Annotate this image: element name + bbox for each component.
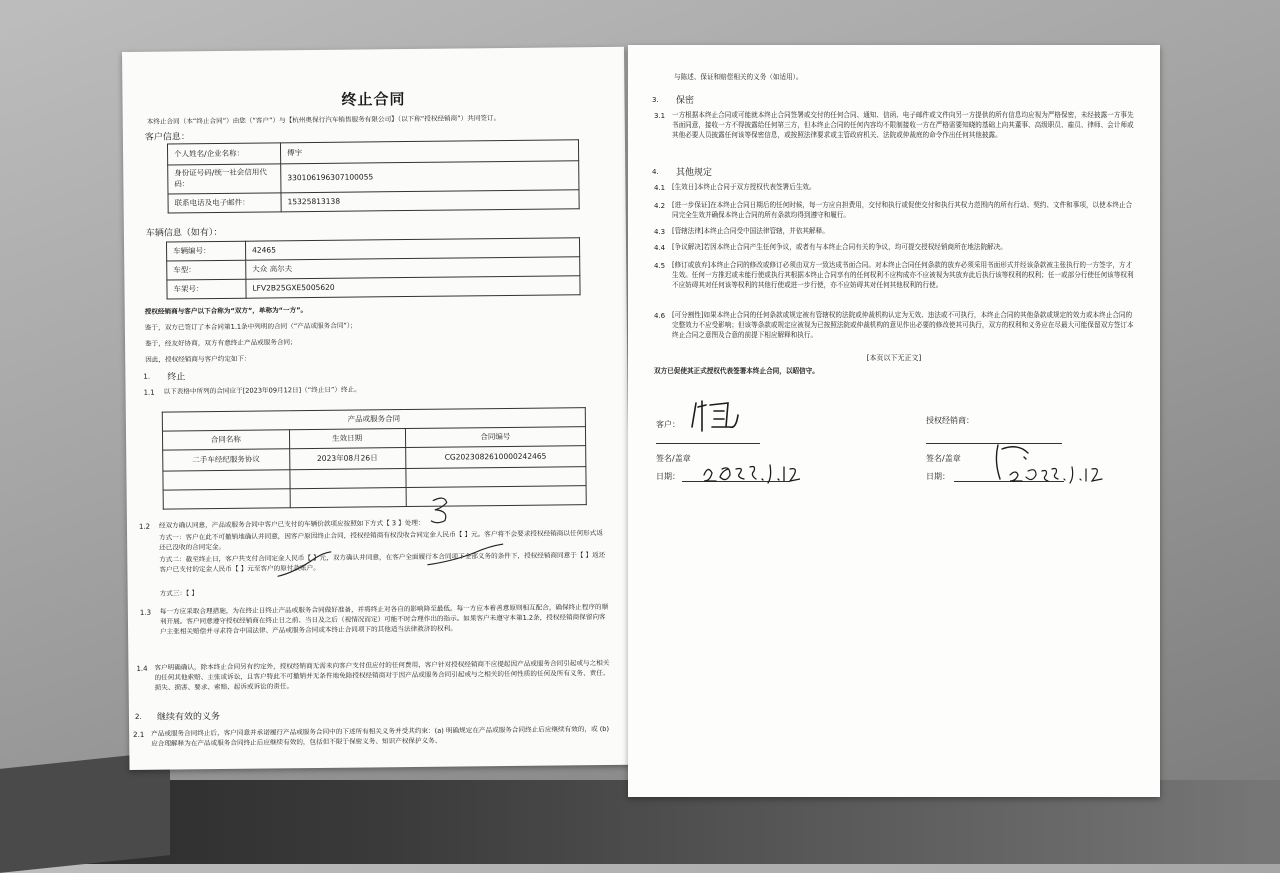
- customer-sign-seal-label: 签名/盖章: [656, 454, 691, 463]
- clause-4-4-text: [争议解决]若因本终止合同产生任何争议，或者有与本终止合同有关的争议，均可提交授权经销商所在地法院解决。: [672, 243, 1007, 251]
- table-cell: [163, 470, 290, 490]
- vehicle-number-value: 42465: [245, 238, 579, 260]
- table-cell: [290, 469, 406, 489]
- cell-effective-date: 2023年08月26日: [289, 448, 405, 470]
- section-3-title: 保密: [676, 96, 695, 106]
- clause-1-1-text: 以下表格中所列的合同应于[2023年09月12日]（“终止日”）终止。: [163, 385, 361, 396]
- table-cell: [163, 489, 290, 509]
- clause-4-2-text: [进一步保证]在本终止合同日期后的任何时候，每一方应自担费用，交付和执行或促使交付和执行其权力范围内的所有行动、契约、文件和事项，以使本终止合同完全生效并确保本终止合同的所有条款均得到遵守和履行。: [672, 201, 1133, 219]
- cell-contract-number: CG2023082610000242465: [405, 446, 586, 469]
- strike-mark: [275, 550, 335, 581]
- clause-1-2-line-1: 经双方确认同意，产品或服务合同中客户已支付的车辆价款项应按照如下方式【 3 】处理：: [158, 518, 425, 530]
- intro-text: 本终止合同（本“终止合同”）由您（“客户”）与【杭州奥保行汽车销售服务有限公司】（以下称“授权经销商”）共同签订。: [146, 114, 501, 126]
- contract-page-left: [122, 47, 631, 770]
- clause-3-1-text: 一方根据本终止合同或可能就本终止合同签署或交付的任何合同、通知、信函、电子邮件或文件向另一方提供的所有信息均应视为严格保密，未经披露一方事先书面同意，接收一方不得披露给任何第三方，但本终止合同的任何内容均不限制接收一方在严格需要知晓的基础上向其董事、高级职员、雇员、律师、会计师或其他必要人员披露任何该等保密信息，或按照法律要求或主管政府机关、法院或仲裁庭的命令作出任何其他披露。: [672, 111, 1134, 139]
- method-choice-handwriting: [427, 495, 457, 527]
- table-row: [168, 190, 579, 213]
- blank-page-note: [本页以下无正文]: [866, 354, 922, 362]
- party-definition: 授权经销商与客户以下合称为“双方”，单称为“一方”。: [144, 306, 308, 316]
- vehicle-info-table: [166, 237, 581, 299]
- section-1-title: 终止: [167, 372, 186, 383]
- dealer-sign-seal-label: 签名/盖章: [926, 454, 961, 463]
- customer-info-heading: 客户信息：: [144, 132, 190, 143]
- clause-4-1-text: [生效日]本终止合同于双方授权代表签署后生效。: [672, 183, 816, 191]
- contract-page-right: [628, 45, 1160, 797]
- header-contract-number: 合同编号: [405, 427, 586, 448]
- whereas-clause-2: 鉴于，经友好协商，双方有意终止产品或服务合同；: [145, 338, 297, 348]
- clause-4-4-number: 4.4: [654, 244, 666, 252]
- table-row: [167, 276, 580, 299]
- clause-4-6-number: 4.6: [654, 312, 666, 320]
- customer-signature: [688, 397, 748, 437]
- table-cell: [405, 467, 586, 488]
- clause-2-1-text: 产品或服务合同终止后，客户同意并承诺履行产品或服务合同中的下述所有相关义务并受其约束：(a) 明确规定在产品或服务合同终止后应继续有效的，或 (b) 应合理解释为在产品或服务合同终止后应继续有效的，包括但不限于保密义务、知识产权保护义务、: [151, 724, 610, 748]
- clause-4-2-number: 4.2: [654, 202, 666, 210]
- customer-id-label: 身份证号码/统一社会信用代码：: [168, 164, 281, 194]
- table-cell: [290, 488, 406, 508]
- dealer-signature-and-date: [988, 439, 1108, 485]
- customer-sign-line: [656, 443, 760, 444]
- section-4-number: 4.: [652, 168, 659, 176]
- contract-table: [162, 407, 587, 509]
- clause-1-3-number: 1.3: [139, 608, 152, 617]
- clause-4-5-text: [修订或放弃]本终止合同的修改或修订必须由双方一致达成书面合同。对本终止合同任何条款的放弃必须采用书面形式并经该条款被主张执行的一方签字，方才生效。任何一方推迟或未能行使或执行其根据本终止合同享有的任何权利不应构成亦不应被视为其放弃此后执行该等权利的权利；任一或部分行使任何该等权利不应妨碍其对任何该等权利的其他行使或进一步行使，亦不应妨碍其对任何其他权利的行使。: [672, 261, 1134, 289]
- section-4-title: 其他规定: [676, 168, 713, 178]
- clause-3-1-number: 3.1: [654, 112, 666, 120]
- section-2-number: 2.: [134, 712, 142, 721]
- customer-sign-label: 客户：: [656, 420, 680, 429]
- clause-4-3-text: [管辖法律]本终止合同受中国法律管辖，并依其解释。: [672, 227, 829, 235]
- clause-4-1-number: 4.1: [654, 184, 666, 192]
- cell-contract-name: 二手车经纪服务协议: [163, 449, 290, 471]
- customer-id-value: 330106196307100055: [281, 161, 579, 193]
- whereas-clause-1: 鉴于，双方已签订了本合同第1.1条中列明的合同（“产品或服务合同”）；: [144, 321, 357, 332]
- section-1-number: 1.: [143, 372, 151, 381]
- customer-contact-value: 15325813138: [281, 190, 579, 212]
- continued-text: 与陈述、保证和赔偿相关的义务（如适用）。: [674, 73, 803, 81]
- clause-1-2-method-2: 方式二：截至终止日，客户共支付合同定金人民币【 】元，双方确认并同意，在客户全面履行本合同项下全部义务的条件下，授权经销商同意于【 】返还客户已支付的定金人民币【 】元至客户的原付款账户。: [159, 550, 606, 574]
- therefore-clause: 因此，授权经销商与客户约定如下：: [145, 354, 251, 364]
- witness-clause: 双方已促使其正式授权代表签署本终止合同，以昭信守。: [654, 367, 819, 375]
- dealer-date-label: 日期：: [926, 472, 950, 481]
- vehicle-model-value: 大众 高尔夫: [246, 257, 580, 279]
- section-2-title: 继续有效的义务: [156, 712, 221, 723]
- customer-name-label: 个人姓名/企业名称：: [167, 143, 280, 165]
- clause-1-2-method-1: 方式一：客户在此不可撤销地确认并同意，因客户原因终止合同，授权经销商有权没收合同定金人民币【 】元。客户将不会要求授权经销商以任何形式返还已没收的合同定金。: [159, 528, 603, 552]
- header-contract-name: 合同名称: [162, 430, 289, 450]
- contract-title: 终止合同: [341, 90, 406, 109]
- vehicle-model-label: 车型：: [167, 260, 246, 280]
- vehicle-number-label: 车辆编号：: [166, 241, 245, 261]
- table-row: [163, 486, 586, 509]
- vehicle-info-heading: 车辆信息（如有）：: [145, 227, 223, 239]
- contract-table-caption: 产品或服务合同: [162, 408, 585, 431]
- section-3-number: 3.: [652, 96, 659, 104]
- clause-1-2-number: 1.2: [138, 522, 151, 531]
- strike-mark: [425, 542, 505, 569]
- customer-name-value: 傅宇: [280, 140, 578, 164]
- clause-1-4-text: 客户明确确认，除本终止合同另有约定外，授权经销商无需未向客户支付但应付的任何费用，客户针对授权经销商不应提起因产品或服务合同引起或与之相关的任何其他索赔、主张或诉讼，且客户特此不可撤销并无条件地免除授权经销商对于因产品或服务合同引起或与之相关的任何性质的任何及所有义务、责任、损失、损害、要求、索赔、起诉或诉讼的责任。: [154, 658, 610, 692]
- customer-handwritten-date: [700, 455, 800, 485]
- vehicle-vin-label: 车架号：: [167, 279, 246, 299]
- vehicle-vin-value: LFV2B25GXE5005620: [246, 276, 580, 298]
- clause-4-6-text: [可分割性]如果本终止合同的任何条款或规定被有管辖权的法院或仲裁机构认定为无效、违法或不可执行，本终止合同的其他条款或规定的效力或本终止合同的完整效力不应受影响；但该等条款或规定应被视为已按照法院或仲裁机构的意见作出必要的修改使其可执行，双方的权利和义务应在尽最大可能保留双方签订本终止合同之意图及合意的前提下相应解释和执行。: [672, 311, 1134, 339]
- clause-4-3-number: 4.3: [654, 228, 666, 236]
- clause-2-1-number: 2.1: [133, 730, 145, 739]
- customer-info-table: [167, 139, 580, 213]
- dealer-sign-label: 授权经销商：: [926, 416, 974, 425]
- clause-4-5-number: 4.5: [654, 262, 666, 270]
- clause-1-1-number: 1.1: [143, 388, 155, 397]
- clause-1-2-method-3: 方式三：【 】: [159, 589, 199, 598]
- header-effective-date: 生效日期: [289, 429, 405, 449]
- clause-1-3-text: 每一方应采取合理措施，为在终止日终止产品或服务合同做好准备，并将终止对各自的影响降至最低。每一方应本着善意原则相互配合，确保终止程序的顺利开展。客户同意遵守授权经销商在终止日之前、当日及之后（视情况而定）可能不时合理作出的指示。如果客户未遵守本第1.2条，授权经销商保留向客户主张相关赔偿并寻求符合中国法律、产品或服务合同或本终止合同项下的其他适当法律救济的权利。: [159, 602, 609, 636]
- customer-contact-label: 联系电话及电子邮件：: [168, 193, 281, 213]
- clause-1-4-number: 1.4: [136, 664, 148, 673]
- customer-date-label: 日期：: [656, 472, 680, 481]
- table-row: [168, 161, 579, 194]
